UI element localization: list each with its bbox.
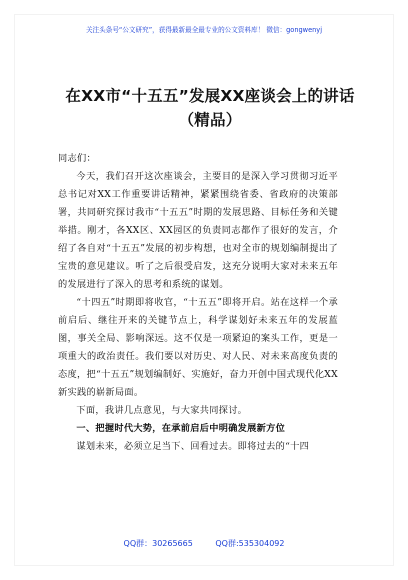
section-heading: 一、把握时代大势，在承前启后中明确发展新方位 <box>76 423 286 434</box>
paragraph-1: 今天，我们召开这次座谈会，主要目的是深入学习贯彻习近平总书记对XX工作重要讲话精神，紧紧围绕省委、省政府的决策部署，共同研究探讨我市“十五五”时期的发展思路、目标任务和关键举措。刚才，各XX区、XX园区的负责同志都作了很好的发言，介绍了各自对“十五五”发展的初步构想，也对全市的规划编制提出了宝贵的意见建议。听了之后很受启发，这充分说明大家对未来五年的发展进行了深入的思考和系统的谋划。 <box>58 171 338 290</box>
paragraph-2: “十四五”时期即将收官，“十五五”即将开启。站在这样一个承前启后、继往开来的关键节点上，科学谋划好未来五年的发展蓝图，事关全局、影响深远。这不仅是一项紧迫的案头工作，更是一项重大的政治责任。我们要以对历史、对人民、对未来高度负责的态度，把“十五五”规划编制好、实施好，奋力开创中国式现代化XX新实践的崭新局面。 <box>58 297 338 398</box>
document-title: 在XX市“十五五”发展XX座谈会上的讲话（精品） <box>65 87 355 129</box>
paragraph-3: 下面，我讲几点意见，与大家共同探讨。 <box>76 405 248 416</box>
document-body <box>58 150 338 456</box>
section-paragraph: 谋划未来，必须立足当下、回看过去。即将过去的“十四 <box>76 441 310 452</box>
header-banner: 关注头条号“公文研究”，获得最新最全最专业的公文资料库！ 微信：gongwenyj <box>85 26 323 34</box>
footer-qq-group-1: QQ群：30265665 <box>123 539 193 548</box>
salutation: 同志们： <box>58 153 96 164</box>
footer-qq-group-2: QQ群:535304092 <box>215 539 285 548</box>
footer <box>0 538 408 549</box>
